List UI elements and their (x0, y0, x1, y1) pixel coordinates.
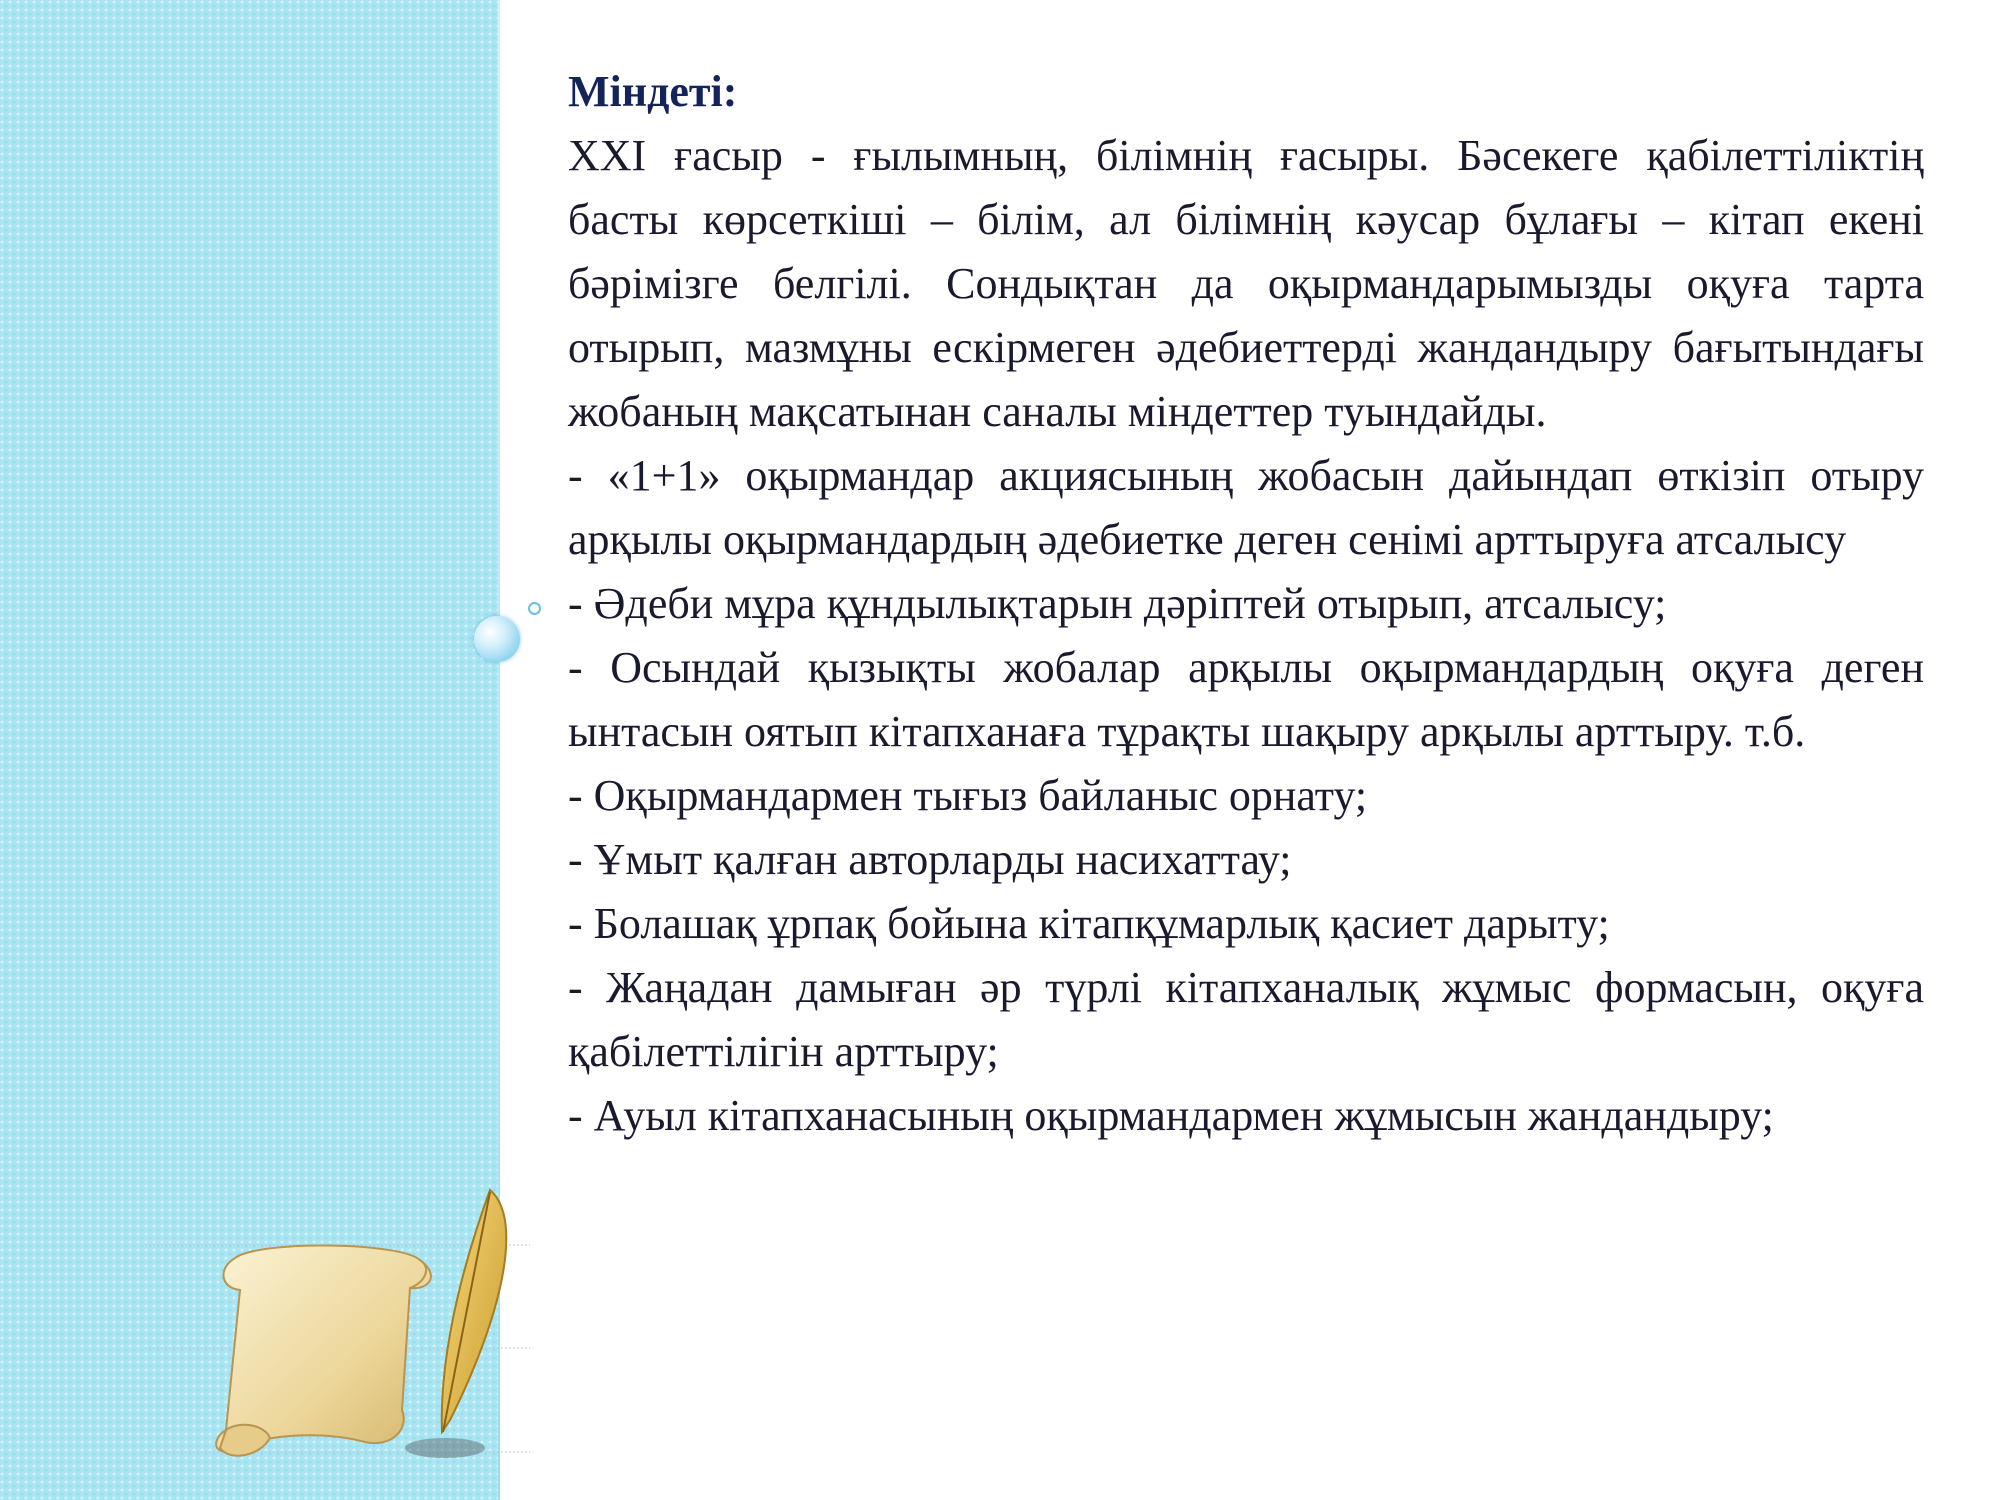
small-bubble-icon (528, 602, 541, 615)
bubble-icon (474, 616, 520, 662)
intro-paragraph: XXI ғасыр - ғылымның, білімнің ғасыры. Бәсекеге қабілеттіліктің басты көрсеткіші – білім, ал білімнің кәусар бұлағы – кітап екені бәрімізге белгілі. Сондықтан да оқырмандарымызды оқуға тарта отырып, мазмұны ескірмеген әдебиеттерді жандандыру бағытындағы жобаның мақсатынан саналы міндеттер туындайды. (568, 131, 1924, 436)
task-item: - Жаңадан дамыған әр түрлі кітапханалық жұмыс формасын, оқуға қабілеттілігін арттыру; (568, 963, 1924, 1076)
task-item: - Осындай қызықты жобалар арқылы оқырмандардың оқуға деген ынтасын оятып кітапханаға тұрақты шақыру арқылы арттыру. т.б. (568, 643, 1924, 756)
task-item: - «1+1» оқырмандар акциясының жобасын дайындап өткізіп отыру арқылы оқырмандардың әдебиетке деген сенімі арттыруға атсалысу (568, 451, 1924, 564)
task-item: - Ауыл кітапханасының оқырмандармен жұмысын жандандыру; (568, 1091, 1774, 1140)
task-item: - Әдеби мұра құндылықтарын дәріптей отырып, атсалысу; (568, 579, 1667, 628)
task-content (568, 60, 1924, 1148)
task-item: - Болашақ ұрпақ бойына кітапқұмарлық қасиет дарыту; (568, 899, 1610, 948)
scroll-quill-icon (140, 1180, 540, 1480)
slide-title: Міндеті: (568, 67, 738, 116)
task-item: - Оқырмандармен тығыз байланыс орнату; (568, 771, 1368, 820)
task-item: - Ұмыт қалған авторларды насихаттау; (568, 835, 1292, 884)
